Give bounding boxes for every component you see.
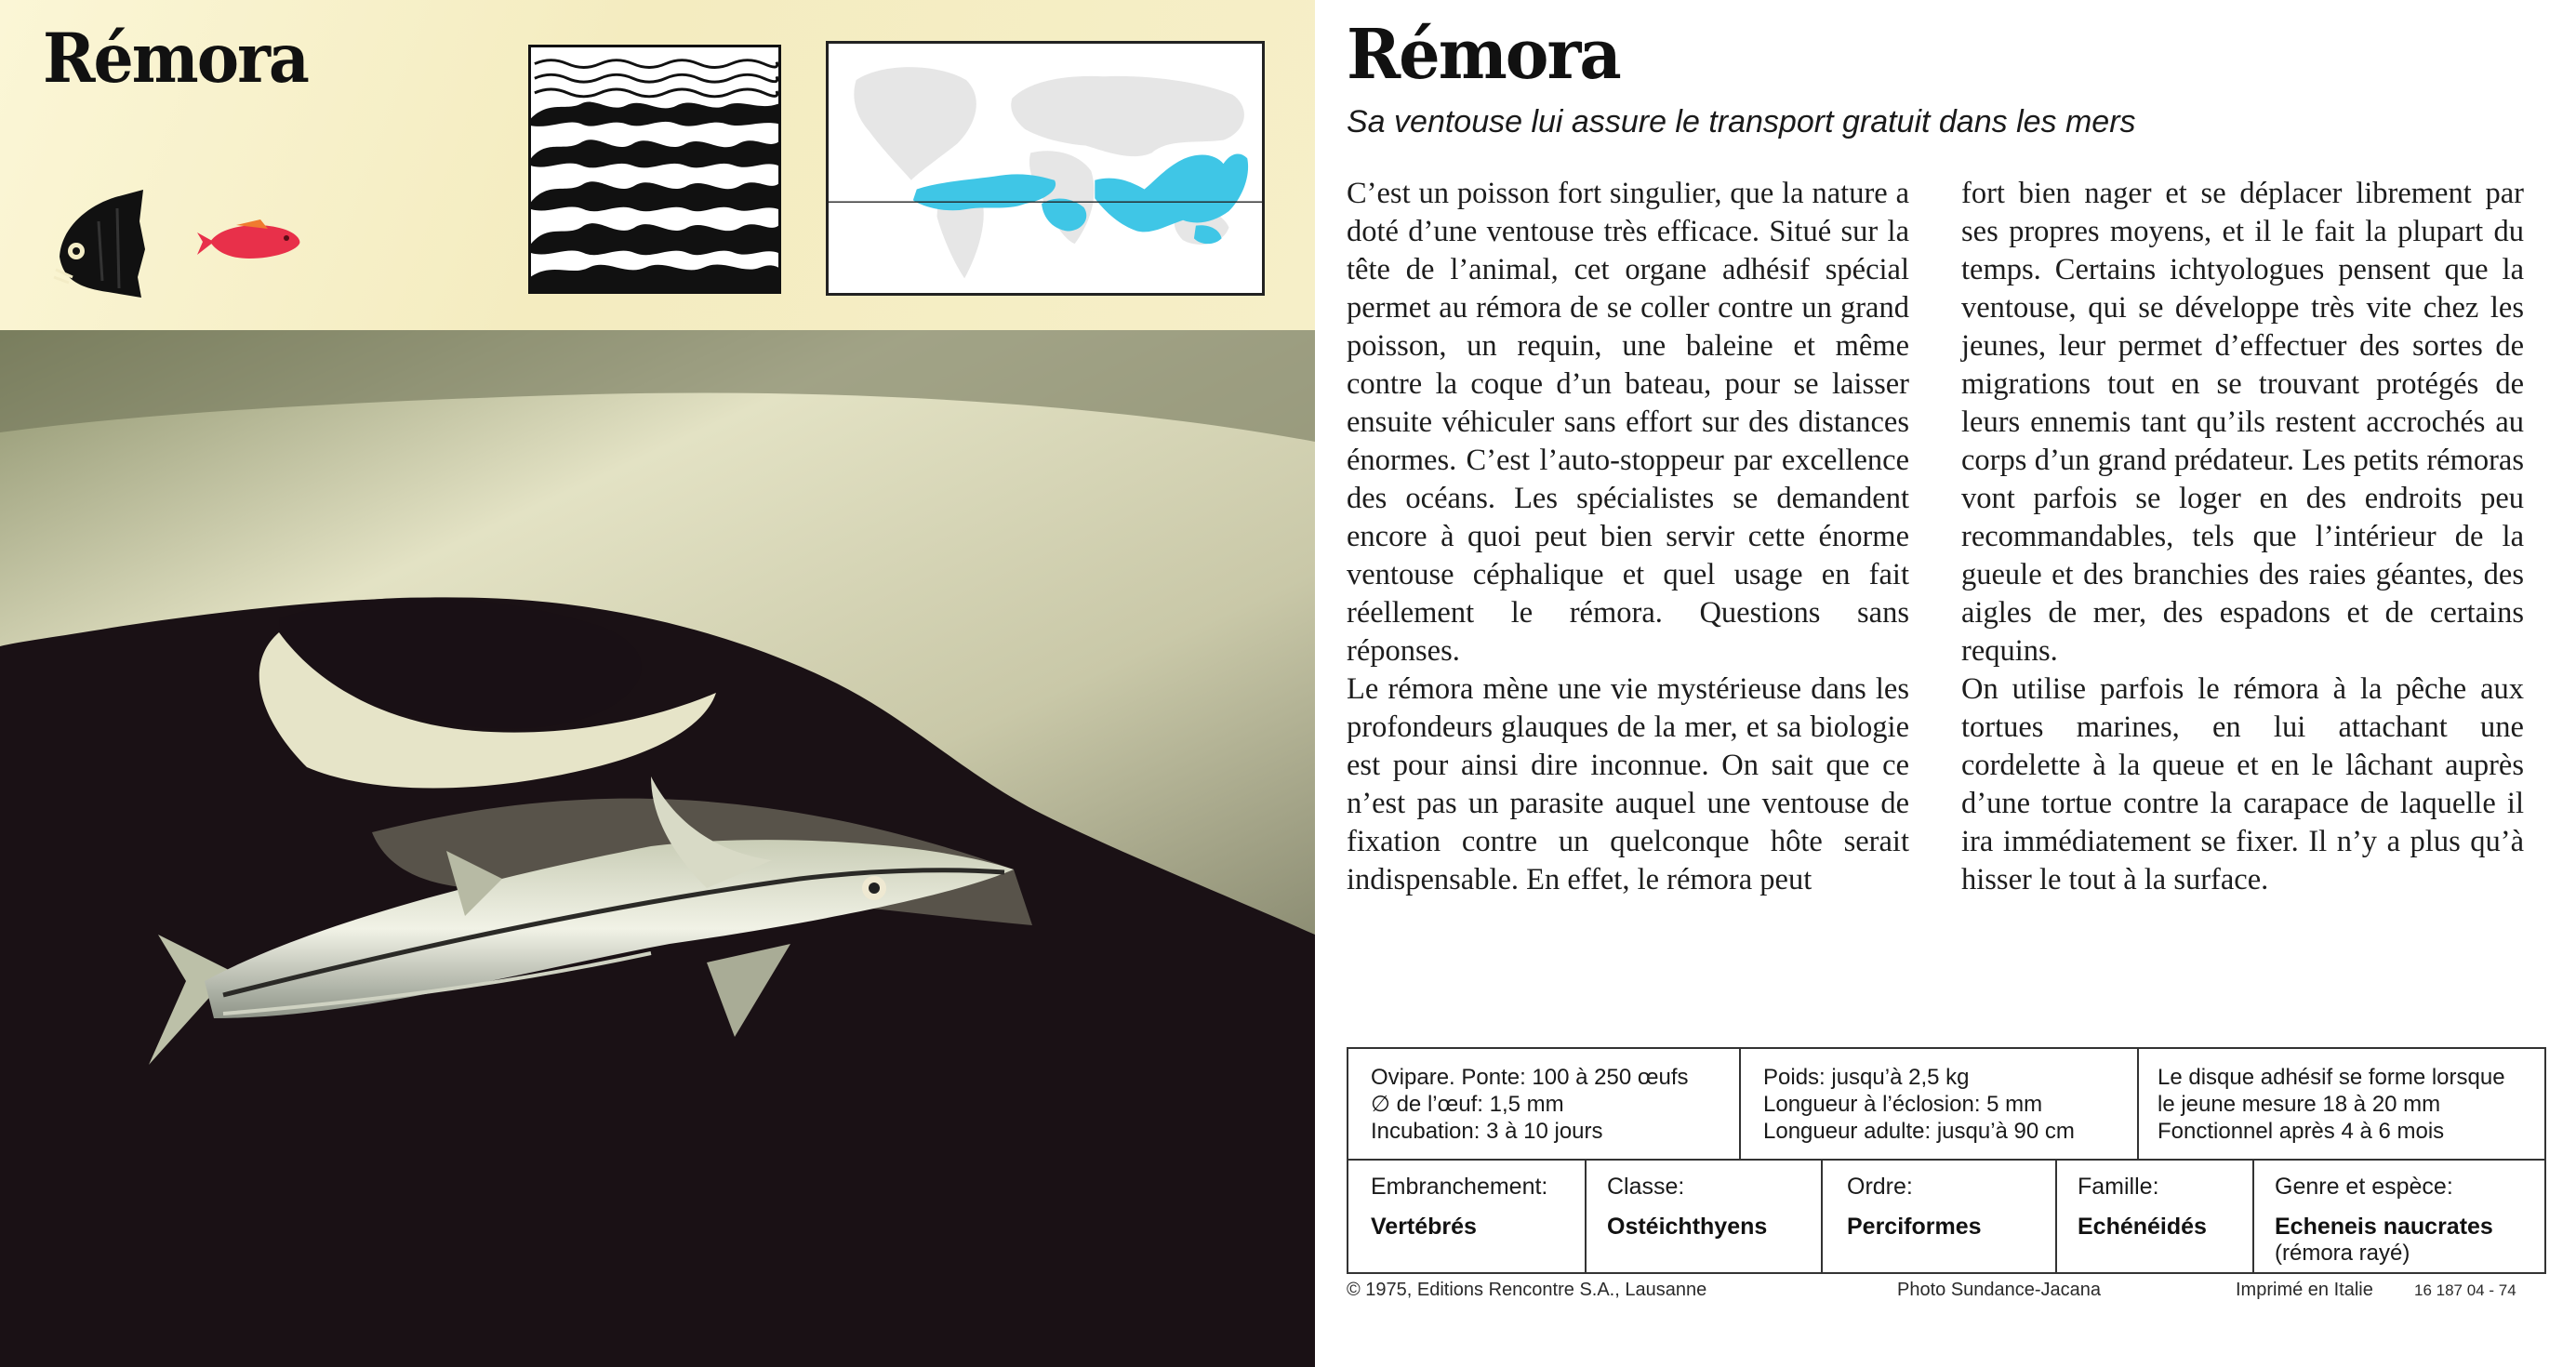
left-title: Rémora [43,19,308,100]
facts-disc: Le disque adhésif se forme lorsque le jeune mesure 18 à 20 mm Fonctionnel après 4 à 6 mois [2158,1065,2505,1144]
distribution-map [826,41,1265,296]
print-note: Imprimé en Italie [2236,1280,2373,1300]
habitat-waves-icon [528,45,781,294]
photo-credit: Photo Sundance-Jacana [1897,1280,2102,1300]
taxonomy-classe: Classe: Ostéichthyens [1607,1174,1768,1240]
left-header [0,0,1315,330]
fish-head-icon [48,184,153,300]
body-column-1 [1347,175,1909,899]
taxonomy-genre-espece: Genre et espèce: Echeneis naucrates (rémora rayé) [2275,1174,2493,1266]
taxonomy-embranchement: Embranchement: Vertébrés [1371,1174,1548,1240]
page-title: Rémora [1347,13,1620,95]
card-code: 16 187 04 - 74 [2414,1281,2516,1299]
taxonomy-ordre: Ordre: Perciformes [1847,1174,1982,1240]
footer [1347,1280,2546,1307]
body-column-2 [1961,175,2524,899]
paragraph: C’est un poisson fort singulier, que la nature a doté d’une ventouse très efficace. Situé sur la tête de l’animal, cet organe adhésif spécial permet au rémora de se coller contre un grand poisson, un requin, une baleine et même contre la coque d’un bateau, pour se laisser ensuite véhiculer sans effort sur des distances énormes. C’est l’auto-stoppeur par excellence des océans. Les spécialistes se demandent encore à quoi peut bien servir cette énorme ventouse céphalique et quel usage en fait réellement le rémora. Questions sans réponses. [1347,177,1909,668]
remora-photo [0,330,1315,1367]
facts-measurements: Poids: jusqu’à 2,5 kg Longueur à l’éclosion: 5 mm Longueur adulte: jusqu’à 90 cm [1763,1065,2075,1144]
page-subtitle: Sa ventouse lui assure le transport gratuit dans les mers [1347,104,2136,139]
paragraph: Le rémora mène une vie mystérieuse dans les profondeurs glauques de la mer, et sa biologie est pour ainsi dire inconnue. On sait que ce n’est pas un parasite auquel une ventouse de fixation contre un quelconque hôte serait indispensable. En effet, le rémora peut [1347,672,1909,896]
facts-table [1347,1047,2546,1274]
red-fish-size-icon [193,216,303,267]
taxonomy-famille: Famille: Echénéidés [2078,1174,2207,1240]
paragraph: On utilise parfois le rémora à la pêche aux tortues marines, en lui attachant une cordelette à la queue et en le lâchant auprès d’une tortue contre la carapace de laquelle il ira immédiatement se fixer. Il n’y a plus qu’à hisser le tout à la surface. [1961,672,2524,896]
paragraph: fort bien nager et se déplacer librement par ses propres moyens, et il le fait la plupart du temps. Certains ichtyologues pensent que la ventouse, qui se développe très vite chez les jeunes, leur permet d’effectuer des sortes de migrations tout en se trouvant protégés de leurs ennemis tant qu’ils restent accrochés au corps d’un grand prédateur. Les petits rémoras vont parfois se loger en des endroits peu recommandables, tels que l’intérieur de la gueule et des branchies des raies géantes, des aigles de mer, des espadons et de certains requins. [1961,177,2524,668]
article-panel [1315,0,2576,1367]
facts-reproduction: Ovipare. Ponte: 100 à 250 œufs ∅ de l’œuf: 1,5 mm Incubation: 3 à 10 jours [1371,1065,1689,1144]
copyright: © 1975, Editions Rencontre S.A., Lausanne [1347,1280,1707,1300]
